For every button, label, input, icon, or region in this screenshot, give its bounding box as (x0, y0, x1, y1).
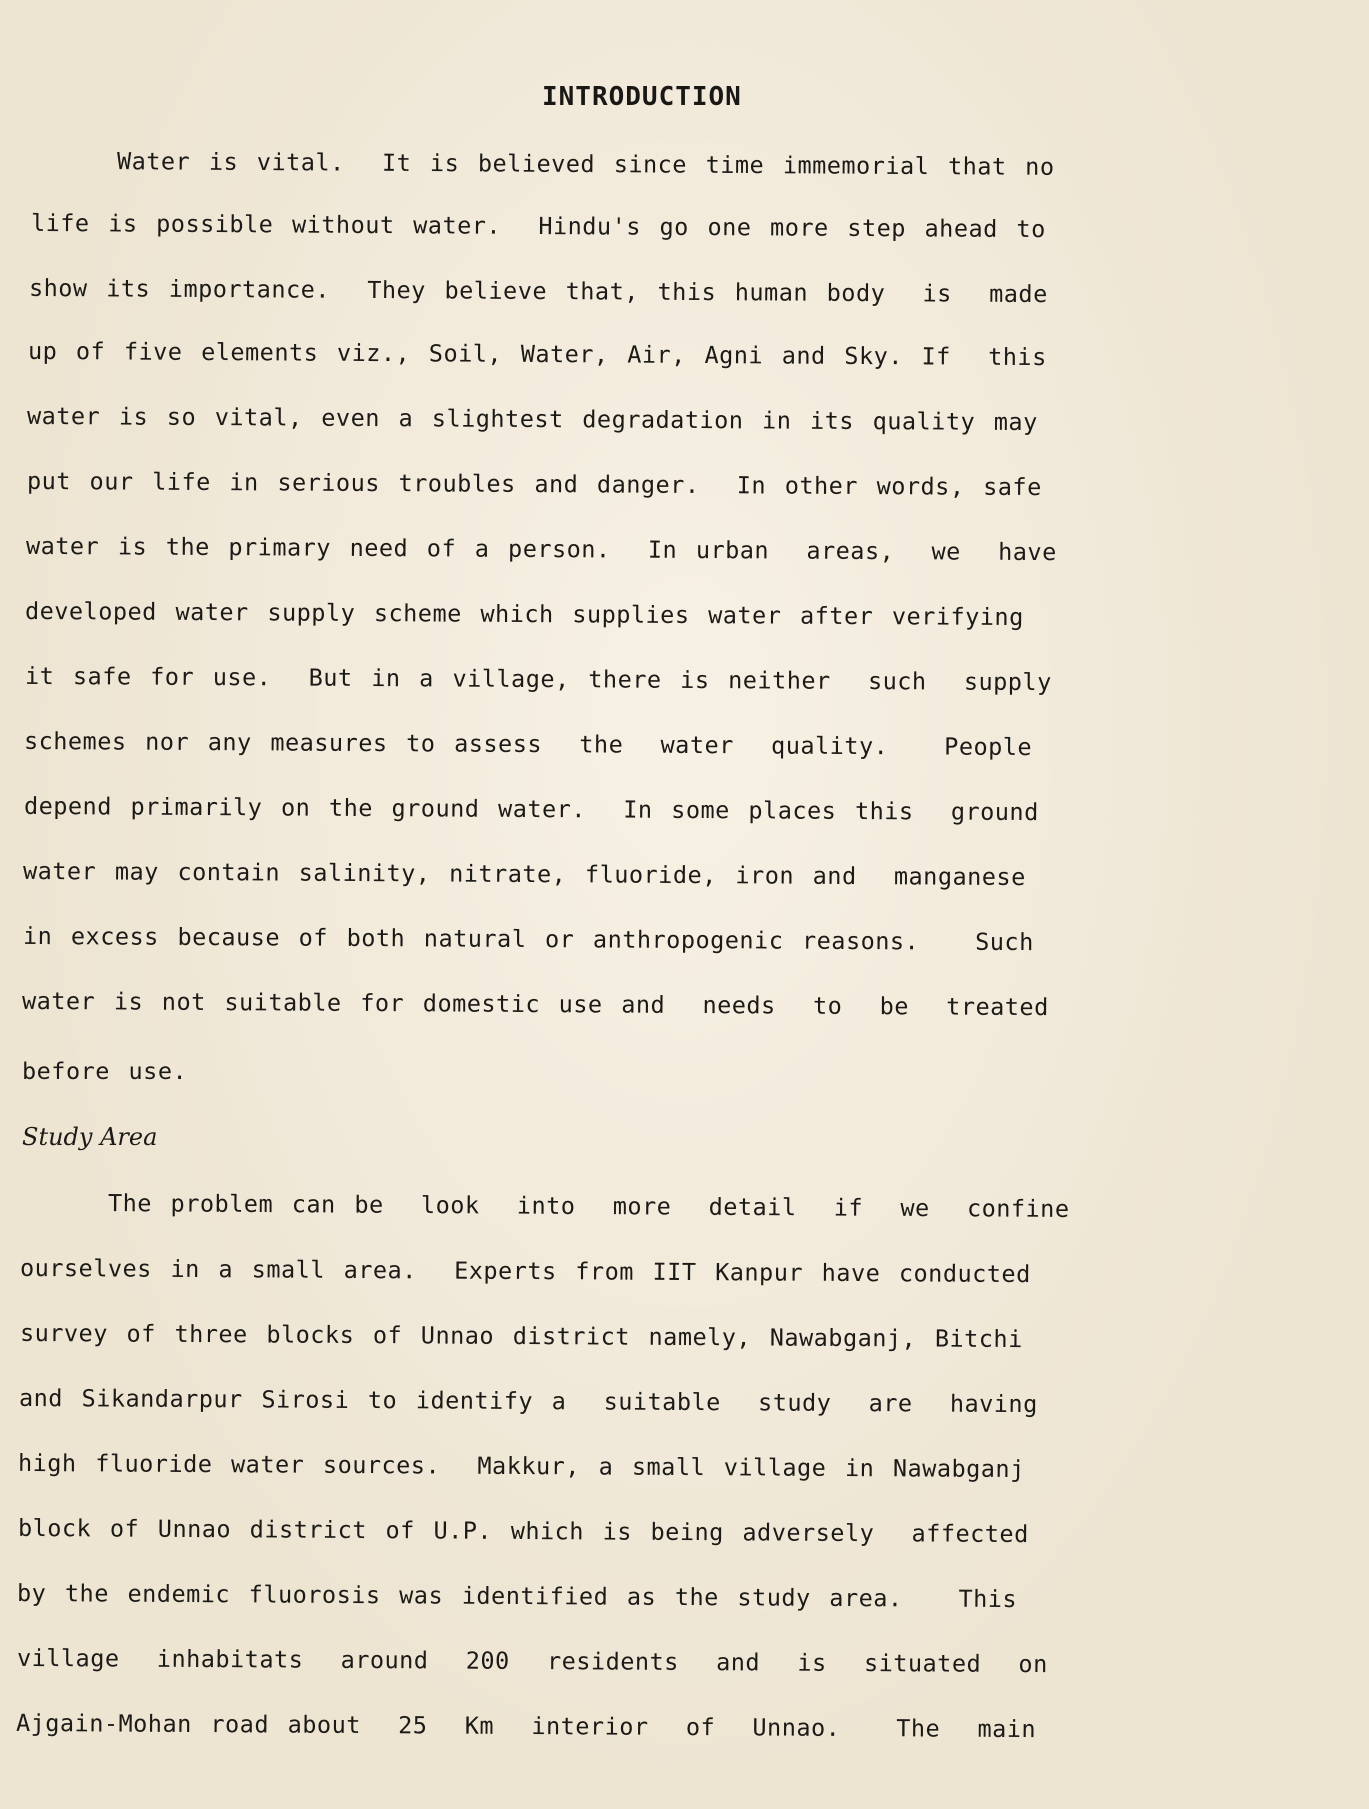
text-line: put our life in serious troubles and danger. In other words, safe (26, 466, 1042, 502)
text-line: ourselves in a small area. Experts from IIT Kanpur have conducted (19, 1253, 1031, 1289)
text-line: schemes nor any measures to assess the water quality. People (23, 726, 1033, 762)
text-line: it safe for use. But in a village, there is neither such supply (24, 661, 1052, 697)
text-line: Ajgain-Mohan road about 25 Km interior of Unnao. The main (15, 1708, 1037, 1744)
text-line: before use. (22, 1057, 188, 1085)
page-title: INTRODUCTION (542, 82, 742, 112)
text-line: by the endemic fluorosis was identified as the study area. This (16, 1578, 1018, 1614)
text-line: water is the primary need of a person. In urban areas, we have (25, 531, 1057, 567)
text-line: up of five elements viz., Soil, Water, Air, Agni and Sky. If this (27, 336, 1047, 372)
text-line: and Sikandarpur Sirosi to identify a suitable study are having (18, 1383, 1038, 1419)
section-title: Study Area (22, 1123, 158, 1151)
text-line: high fluoride water sources. Makkur, a small village in Nawabganj (17, 1448, 1025, 1484)
text-line: show its importance. They believe that, this human body is made (28, 273, 1048, 309)
text-line: The problem can be look into more detail if we confine (107, 1189, 1070, 1223)
text-line: Water is vital. It is believed since time immemorial that no (116, 147, 1055, 181)
text-line: water is not suitable for domestic use and needs to be treated (21, 986, 1049, 1022)
text-line: village inhabitats around 200 residents and is situated on (16, 1643, 1048, 1679)
text-line: survey of three blocks of Unnao district namely, Nawabganj, Bitchi (19, 1318, 1023, 1354)
text-line: developed water supply scheme which supplies water after verifying (24, 596, 1024, 632)
text-line: in excess because of both natural or anthropogenic reasons. Such (22, 921, 1034, 957)
text-line: water may contain salinity, nitrate, fluoride, iron and manganese (22, 856, 1026, 892)
text-line: depend primarily on the ground water. In some places this ground (23, 791, 1039, 827)
text-line: water is so vital, even a slightest degradation in its quality may (26, 401, 1038, 437)
text-line: life is possible without water. Hindu's go one more step ahead to (30, 208, 1046, 244)
text-line: block of Unnao district of U.P. which is being adversely affected (17, 1513, 1029, 1549)
